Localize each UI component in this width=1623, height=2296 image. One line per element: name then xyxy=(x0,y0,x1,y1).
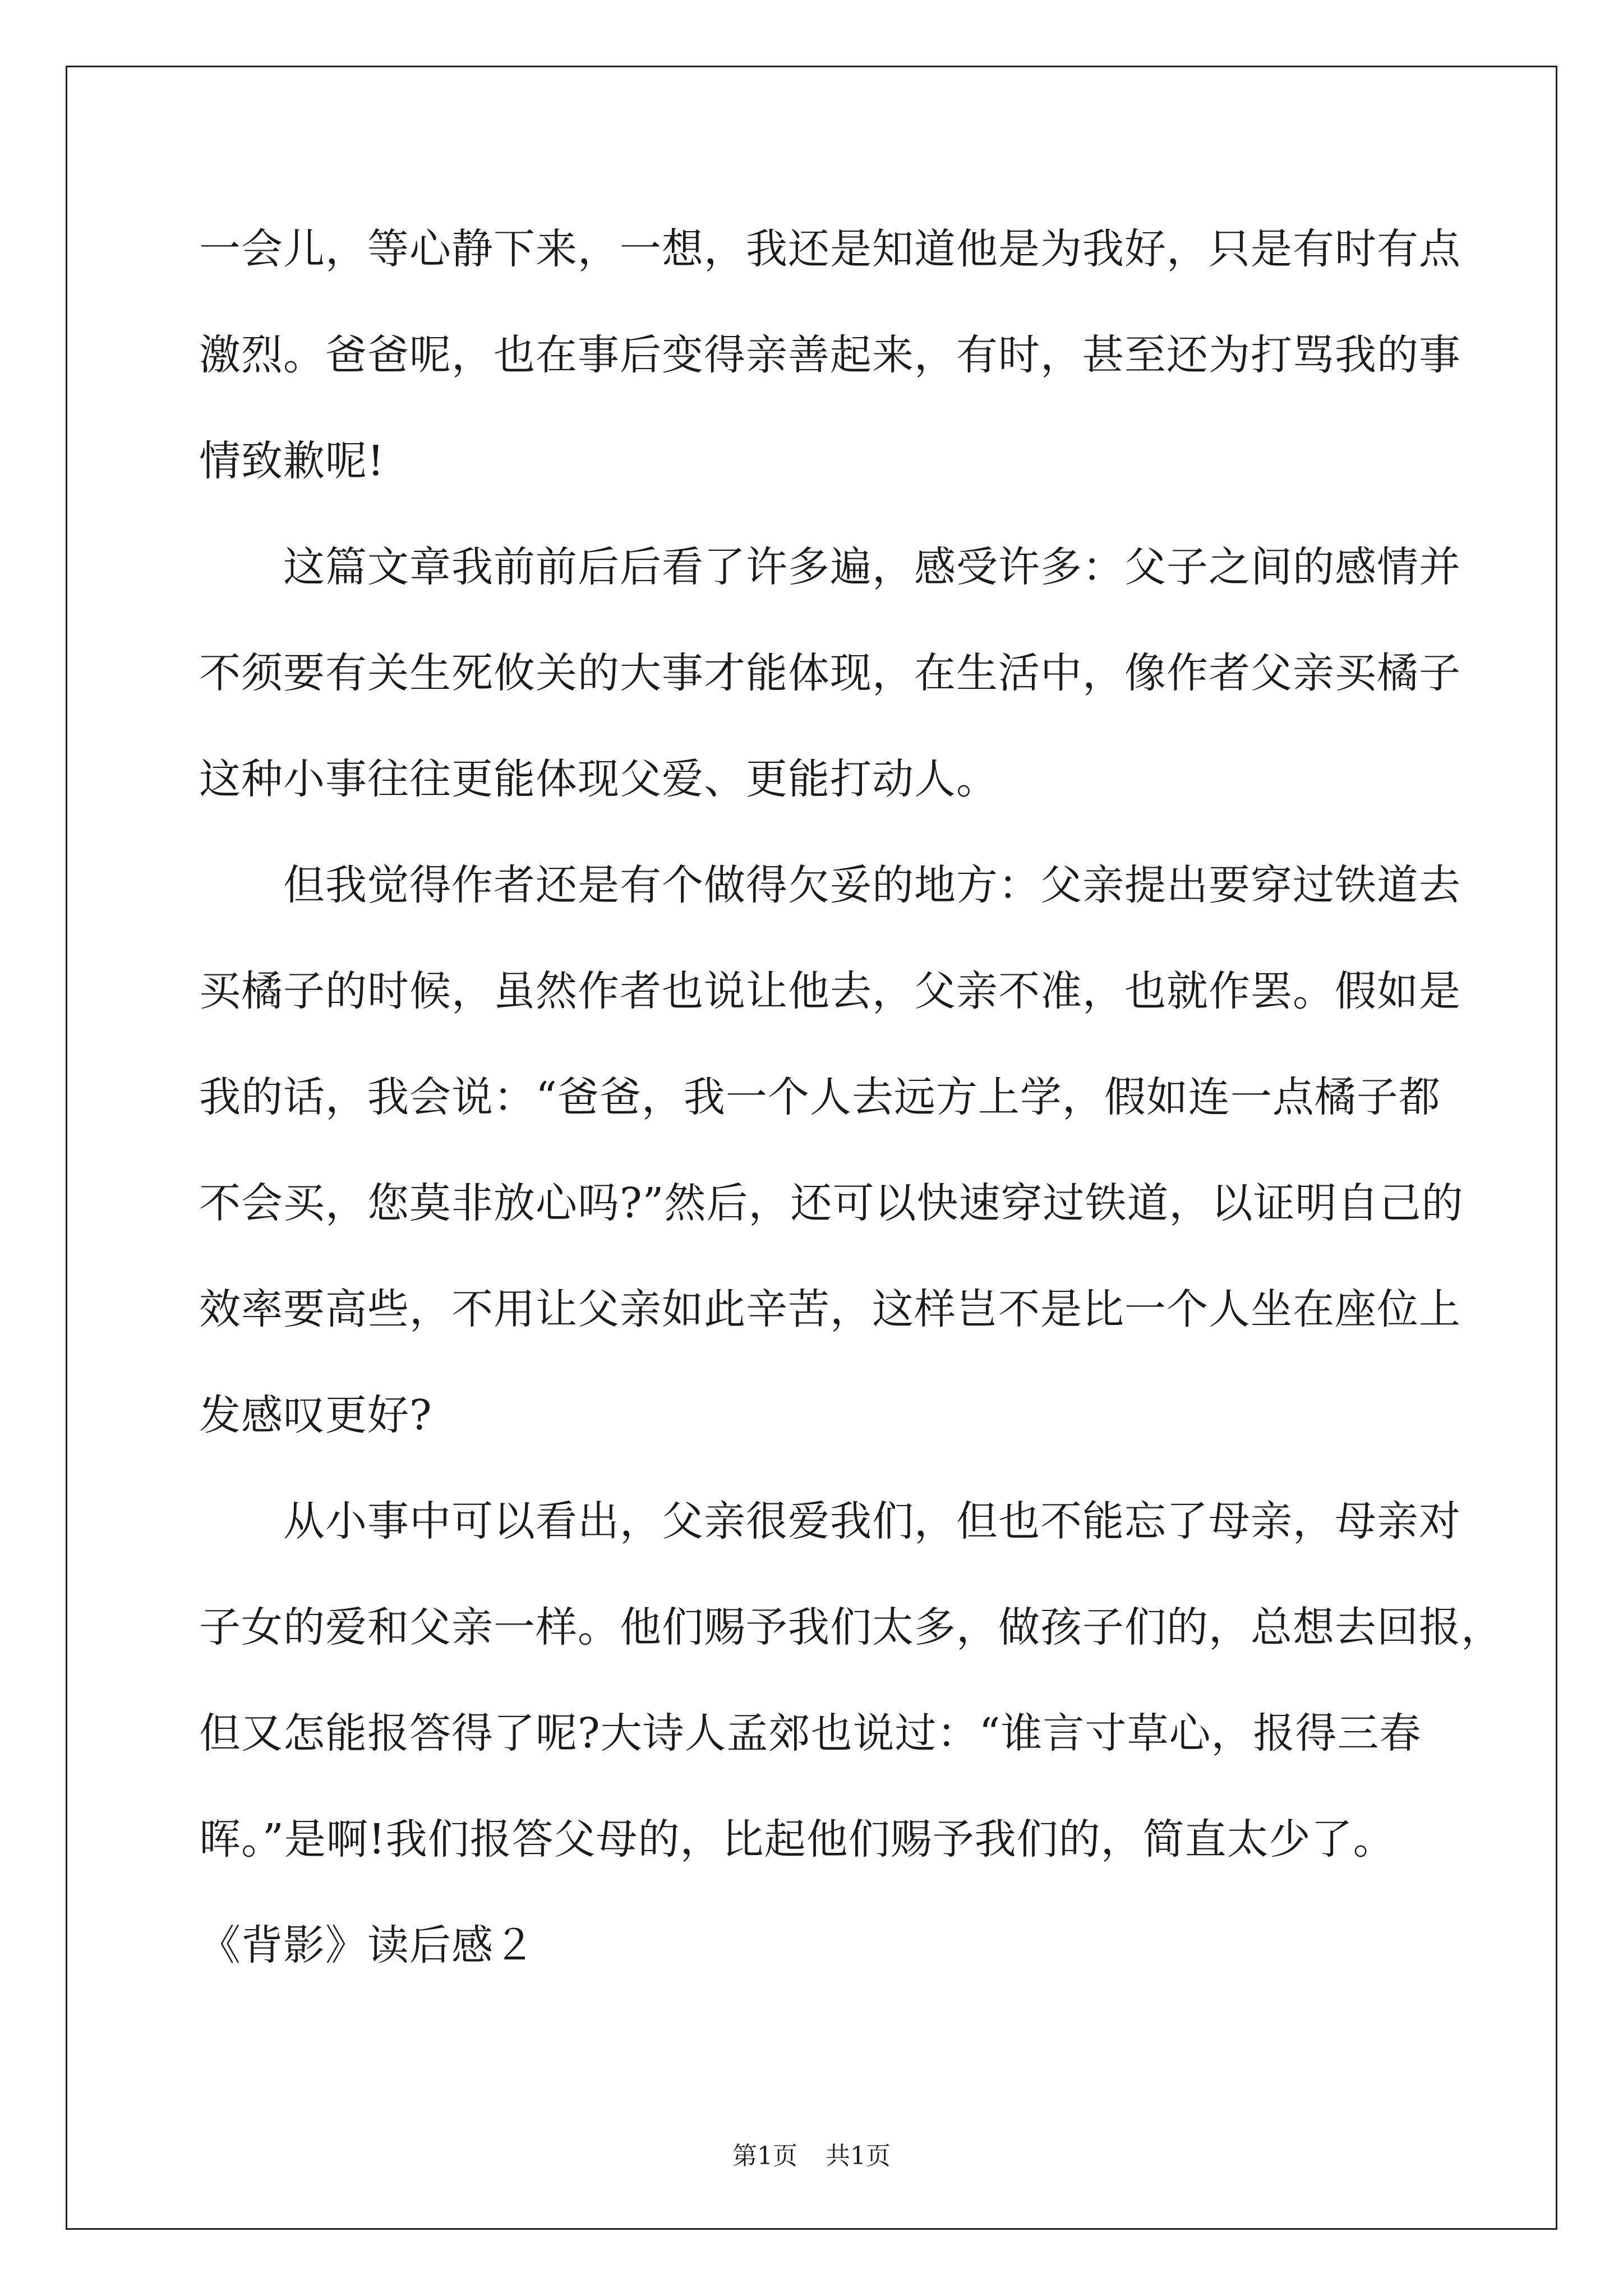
text-line-9: 我的话，我会说：“爸爸，我一个人去远方上学，假如连一点橘子都 xyxy=(199,1073,1441,1121)
page-footer xyxy=(0,2139,1623,2173)
page-number-label: 第1页 xyxy=(732,2142,797,2170)
section-heading: 《背影》读后感２ xyxy=(199,1921,536,1970)
text-line-14: 子女的爱和父亲一样。他们赐予我们太多，做孩子们的，总想去回报， xyxy=(199,1603,1503,1651)
text-line-11: 效率要高些，不用让父亲如此辛苦，这样岂不是比一个人坐在座位上 xyxy=(199,1285,1461,1333)
text-line-8: 买橘子的时候，虽然作者也说让他去，父亲不准，也就作罢。假如是 xyxy=(199,967,1461,1015)
text-line-5: 不须要有关生死攸关的大事才能体现，在生活中，像作者父亲买橘子 xyxy=(199,649,1461,697)
text-line-10: 不会买，您莫非放心吗?”然后，还可以快速穿过铁道，以证明自己的 xyxy=(199,1179,1464,1227)
text-line-3: 情致歉呢! xyxy=(199,437,385,485)
paragraph-start-line-13: 从小事中可以看出，父亲很爱我们，但也不能忘了母亲，母亲对 xyxy=(283,1497,1461,1545)
paragraph-start-line-7: 但我觉得作者还是有个做得欠妥的地方：父亲提出要穿过铁道去 xyxy=(283,861,1461,909)
text-line-6: 这种小事往往更能体现父爱、更能打动人。 xyxy=(199,755,998,803)
text-line-1: 一会儿，等心静下来，一想，我还是知道他是为我好，只是有时有点 xyxy=(199,225,1461,273)
text-line-15: 但又怎能报答得了呢?大诗人孟郊也说过：“谁言寸草心，报得三春 xyxy=(199,1709,1422,1757)
paragraph-start-line-4: 这篇文章我前前后后看了许多遍，感受许多：父子之间的感情并 xyxy=(283,543,1461,591)
document-body xyxy=(199,213,1503,2016)
page-total-label: 共1页 xyxy=(826,2142,891,2170)
text-line-12: 发感叹更好? xyxy=(199,1391,432,1439)
text-line-2: 激烈。爸爸呢，也在事后变得亲善起来，有时，甚至还为打骂我的事 xyxy=(199,331,1461,379)
text-line-16: 晖。”是啊!我们报答父母的，比起他们赐予我们的，简直太少了。 xyxy=(199,1815,1395,1864)
